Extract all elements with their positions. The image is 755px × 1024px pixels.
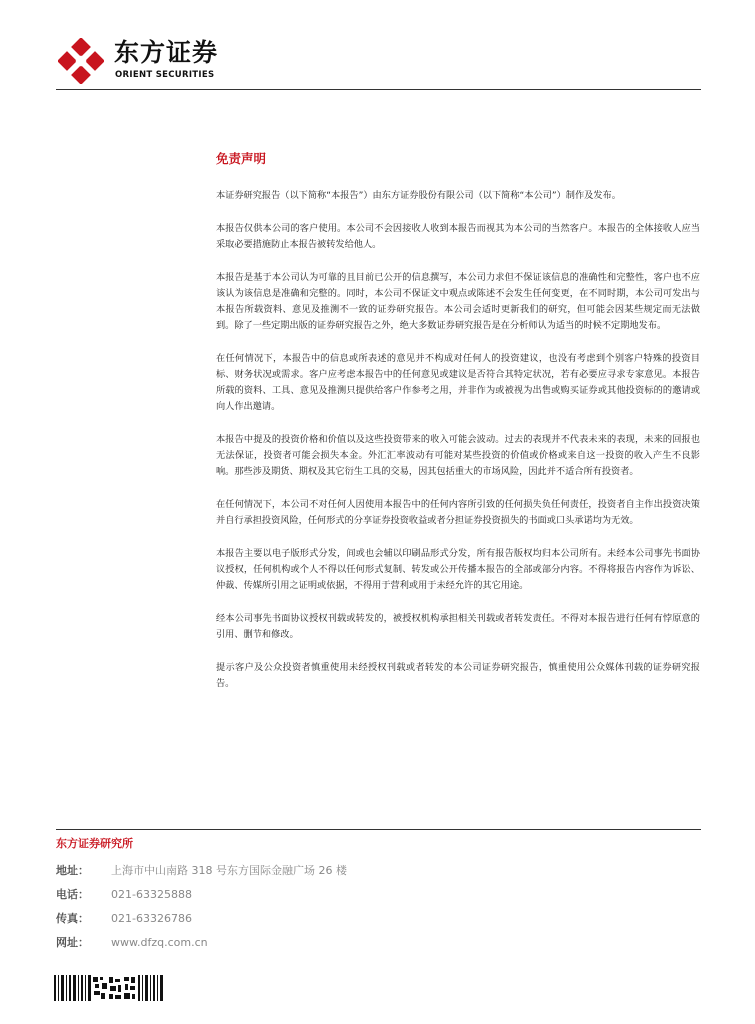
phone-value: 021-63325888 [111,888,192,901]
web-label: 网址： [56,936,89,949]
disclaimer-paragraph: 本报告是基于本公司认为可靠的且目前已公开的信息撰写，本公司力求但不保证该信息的准确性和完整性，客户也不应该认为该信息是准确和完整的。同时，本公司不保证文中观点或陈述不会发生任何变更，在不同时期，本公司可发出与本报告所载资料、意见及推测不一致的证券研究报告。本公司会适时更新我们的研究，但可能会因某些规定而无法做到。除了一些定期出版的证券研究报告之外，绝大多数证券研究报告是在分析师认为适当的时候不定期地发布。 [216,272,700,331]
disclaimer-title: 免责声明 [216,151,267,166]
barcode-icon [54,975,164,1001]
page-header [58,36,701,92]
contact-phone [56,888,192,902]
disclaimer-paragraph: 本报告仅供本公司的客户使用。本公司不会因接收人收到本报告而视其为本公司的当然客户。本报告的全体接收人应当采取必要措施防止本报告被转发给他人。 [216,223,700,250]
contact-website [56,936,208,950]
address-value: 上海市中山南路 318 号东方国际金融广场 26 楼 [111,864,347,877]
disclaimer-paragraph: 本报告主要以电子版形式分发，间或也会辅以印刷品形式分发，所有报告版权均归本公司所有。未经本公司事先书面协议授权，任何机构或个人不得以任何形式复制、转发或公开传播本报告的全部或部分内容。不得将报告内容作为诉讼、仲裁、传媒所引用之证明或依据，不得用于营利或用于未经允许的其它用途。 [216,548,700,591]
logo-english-name: ORIENT SECURITIES [115,70,215,80]
fax-value: 021-63326786 [111,912,192,925]
disclaimer-section [216,150,700,709]
disclaimer-paragraph: 本证券研究报告（以下简称“本报告”）由东方证券股份有限公司（以下简称“本公司”）制作及发布。 [216,190,621,201]
disclaimer-paragraph: 经本公司事先书面协议授权刊载或转发的，被授权机构承担相关刊载或者转发责任。不得对本报告进行任何有悖原意的引用、删节和修改。 [216,613,700,640]
web-link[interactable]: www.dfzq.com.cn [111,936,208,949]
disclaimer-paragraph: 提示客户及公众投资者慎重使用未经授权刊载或者转发的本公司证券研究报告，慎重使用公众媒体刊载的证券研究报告。 [216,662,700,689]
header-divider [56,89,701,90]
disclaimer-paragraph: 本报告中提及的投资价格和价值以及这些投资带来的收入可能会波动。过去的表现并不代表未来的表现，未来的回报也无法保证，投资者可能会损失本金。外汇汇率波动有可能对某些投资的价值或价格或来自这一投资的收入产生不良影响。那些涉及期货、期权及其它衍生工具的交易，因其包括重大的市场风险，因此并不适合所有投资者。 [216,434,700,477]
disclaimer-paragraph: 在任何情况下，本报告中的信息或所表述的意见并不构成对任何人的投资建议，也没有考虑到个别客户特殊的投资目标、财务状况或需求。客户应考虑本报告中的任何意见或建议是否符合其特定状况，若有必要应寻求专家意见。本报告所载的资料、工具、意见及推测只提供给客户作参考之用，并非作为或被视为出售或购买证券或其他投资标的的邀请或向人作出邀请。 [216,353,700,412]
footer-divider [56,829,701,830]
institute-name: 东方证券研究所 [56,837,133,850]
contact-address [56,864,347,878]
contact-fax [56,912,192,926]
orient-securities-logo-icon [58,38,104,84]
fax-label: 传真： [56,912,89,925]
disclaimer-paragraph: 在任何情况下，本公司不对任何人因使用本报告中的任何内容所引致的任何损失负任何责任，投资者自主作出投资决策并自行承担投资风险，任何形式的分享证券投资收益或者分担证券投资损失的书面或口头承诺均为无效。 [216,499,700,526]
address-label: 地址： [56,864,89,877]
phone-label: 电话： [56,888,89,901]
logo-chinese-name: 东方证券 [114,38,219,67]
